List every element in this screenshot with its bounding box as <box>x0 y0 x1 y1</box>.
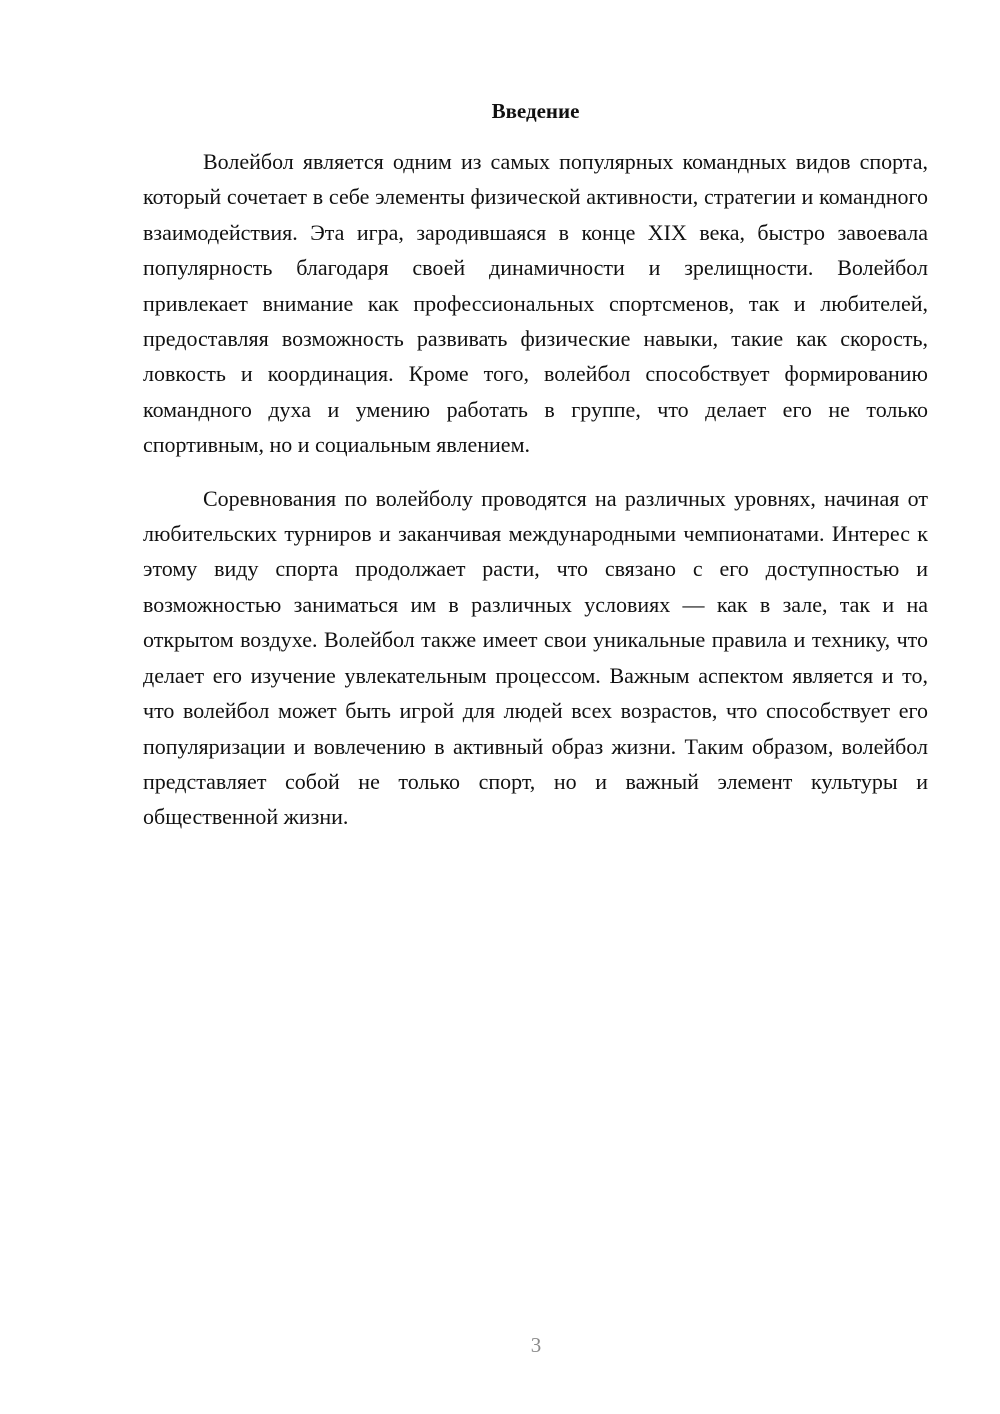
section-heading: Введение <box>491 99 580 123</box>
page-content <box>143 96 928 835</box>
paragraph-2: Соревнования по волейболу проводятся на различных уровнях, начиная от любительских турниров и заканчивая международными чемпионатами. Интерес к этому виду спорта продолжает расти, что связано с его доступностью и возможностью заниматься им в различных условиях — как в зале, так и на открытом воздухе. Волейбол также имеет свои уникальные правила и технику, что делает его изучение увлекательным процессом. Важным аспектом является и то, что волейбол может быть игрой для людей всех возрастов, что способствует его популяризации и вовлечению в активный образ жизни. Таким образом, волейбол представляет собой не только спорт, но и важный элемент культуры и общественной жизни. <box>143 485 928 830</box>
paragraph-1: Волейбол является одним из самых популярных командных видов спорта, который сочетает в себе элементы физической активности, стратегии и командного взаимодействия. Эта игра, зародившаяся в конце XIX века, быстро завоевала популярность благодаря своей динамичности и зрелищности. Волейбол привлекает внимание как профессиональных спортсменов, так и любителей, предоставляя возможность развивать физические навыки, такие как скорость, ловкость и координация. Кроме того, волейбол способствует формированию командного духа и умению работать в группе, что делает его не только спортивным, но и социальным явлением. <box>143 149 928 458</box>
page-number: 3 <box>530 1333 542 1357</box>
